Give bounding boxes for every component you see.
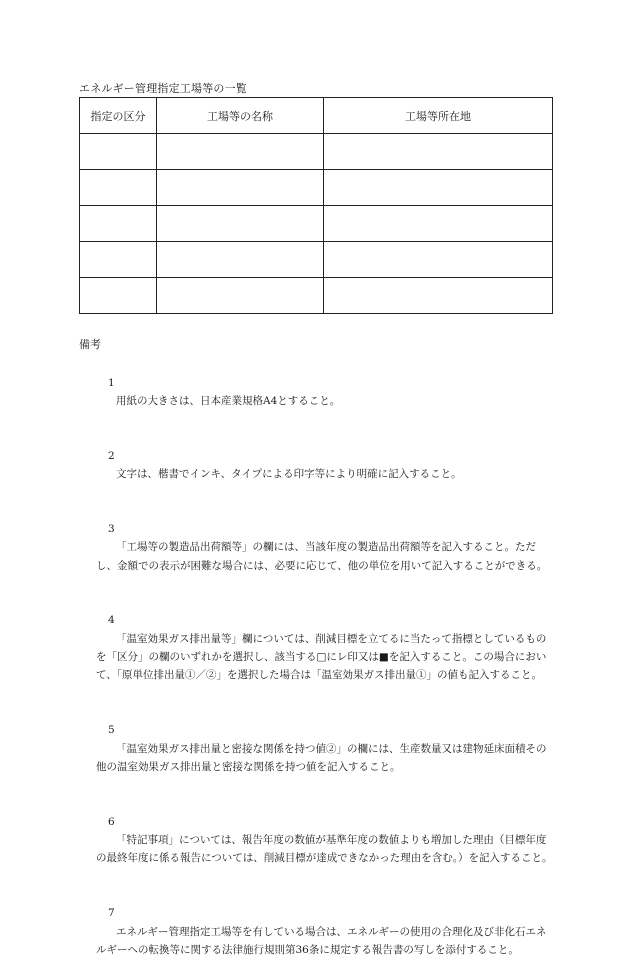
- remark-item: [79, 428, 555, 501]
- table-cell-category[interactable]: [80, 134, 157, 170]
- remark-item: [79, 593, 555, 703]
- table-cell-facility-name[interactable]: [157, 134, 324, 170]
- table-cell-category[interactable]: [80, 242, 157, 278]
- remark-text: 「温室効果ガス排出量と密接な関係を持つ値②」の欄には、生産数量又は建物延床面積その他の温室効果ガス排出量と密接な関係を持つ値を記入すること。: [96, 742, 547, 773]
- column-header-facility-address: 工場等所在地: [324, 98, 553, 134]
- remark-item: [79, 355, 555, 428]
- remark-number: 3: [108, 522, 115, 535]
- remark-item: [79, 794, 555, 885]
- table-header-row: [80, 98, 553, 134]
- table-cell-facility-address[interactable]: [324, 278, 553, 314]
- remark-text: 文字は、楷書でインキ、タイプによる印字等により明確に記入すること。: [116, 468, 462, 481]
- remark-number: 2: [108, 449, 115, 462]
- remarks-section: [79, 336, 555, 977]
- table-cell-facility-name[interactable]: [157, 242, 324, 278]
- remarks-title: 備考: [79, 338, 101, 351]
- table-cell-facility-address[interactable]: [324, 170, 553, 206]
- table-cell-facility-address[interactable]: [324, 134, 553, 170]
- facility-table: [79, 97, 553, 314]
- table-row: [80, 206, 553, 242]
- table-cell-facility-address[interactable]: [324, 206, 553, 242]
- remark-number: 4: [108, 614, 115, 627]
- table-cell-facility-name[interactable]: [157, 206, 324, 242]
- table-row: [80, 242, 553, 278]
- table-row: [80, 134, 553, 170]
- remark-text: エネルギー管理指定工場等を有している場合は、エネルギーの使用の合理化及び非化石エネルギーへの転換等に関する法律施行規則第36条に規定する報告書の写しを添付すること。: [96, 925, 547, 956]
- remark-number: 6: [108, 815, 115, 828]
- remark-item: [79, 703, 555, 794]
- table-caption: エネルギー管理指定工場等の一覧: [79, 82, 247, 95]
- table-row: [80, 278, 553, 314]
- table-cell-facility-name[interactable]: [157, 278, 324, 314]
- table-cell-facility-address[interactable]: [324, 242, 553, 278]
- column-header-category: 指定の区分: [80, 98, 157, 134]
- table-row: [80, 170, 553, 206]
- remark-item: [79, 886, 555, 977]
- remark-text: 「温室効果ガス排出量等」欄については、削減目標を立てるに当たって指標としているものを「区分」の欄のいずれかを選択し、該当する□にレ印又は■を記入すること。この場合において、「原単位排出量①／②」を選択した場合は「温室効果ガス排出量①」の値も記入すること。: [96, 632, 547, 682]
- remark-number: 1: [108, 376, 115, 389]
- table-cell-facility-name[interactable]: [157, 170, 324, 206]
- remark-text: 「特記事項」については、報告年度の数値が基準年度の数値よりも増加した理由（目標年度の最終年度に係る報告については、削減目標が達成できなかった理由を含む。）を記入すること。: [96, 834, 553, 865]
- table-cell-category[interactable]: [80, 206, 157, 242]
- remark-number: 7: [108, 907, 115, 920]
- remark-item: [79, 502, 555, 593]
- remark-text: 「工場等の製造品出荷額等」の欄には、当該年度の製造品出荷額等を記入すること。ただし、金額での表示が困難な場合には、必要に応じて、他の単位を用いて記入することができる。: [96, 541, 548, 572]
- remark-text: 用紙の大きさは、日本産業規格A4とすること。: [116, 394, 341, 407]
- table-cell-category[interactable]: [80, 278, 157, 314]
- column-header-facility-name: 工場等の名称: [157, 98, 324, 134]
- remark-number: 5: [108, 724, 115, 737]
- table-cell-category[interactable]: [80, 170, 157, 206]
